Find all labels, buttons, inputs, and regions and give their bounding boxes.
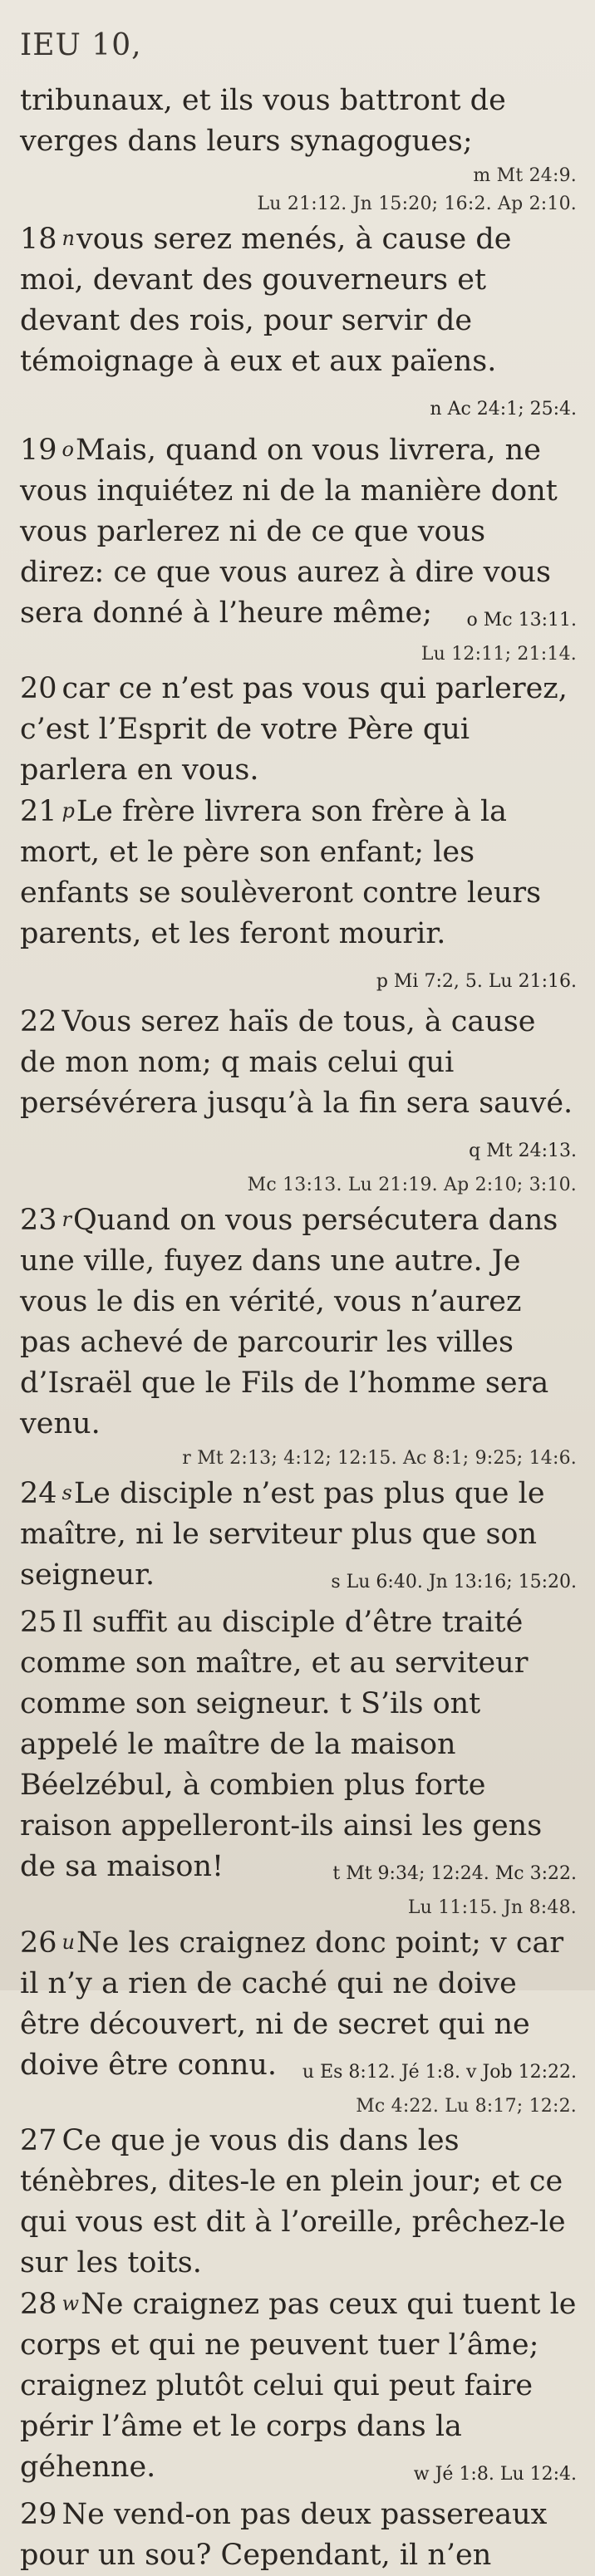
verse-22	[20, 1002, 577, 1171]
verse-number: 27	[20, 2124, 57, 2157]
verse-number: 20	[20, 672, 57, 705]
verse-number: 21	[20, 795, 57, 828]
footnote-marker: n	[61, 227, 76, 250]
verse-text: vous serez menés, à cause de moi, devant des gouverneurs et devant des rois, pour servir de témoignage à eux et aux païens.	[20, 223, 512, 378]
verse-text: Il suffit au disciple d’être traité comme son maître, et au serviteur comme son seigneur. t S’ils ont appelé le maître de la maison Béelzébul, à combien plus forte raison appelleront-ils ainsi les gens de sa maison!	[20, 1606, 543, 1883]
verse-21	[20, 791, 577, 1002]
cross-reference: s Lu 6:40. Jn 13:16; 15:20.	[331, 1572, 577, 1592]
footnote-marker: o	[61, 438, 74, 461]
verse-text: Mais, quand on vous livrera, ne vous inquiétez ni de la manière dont vous parlerez ni de ce que vous direz: ce que vous aurez à dire vous sera donné à l’heure même;	[20, 434, 558, 630]
cross-reference: Mc 13:13. Lu 21:19. Ap 2:10; 3:10.	[247, 1175, 577, 1195]
verse-number: 19	[20, 434, 57, 467]
footnote-marker: r	[61, 1208, 72, 1231]
cross-reference: o Mc 13:11.	[466, 610, 577, 631]
verse-text: Ce que je vous dis dans les ténèbres, dites-le en plein jour; et ce qui vous est dit à l’oreille, prêchez-le sur les toits.	[20, 2124, 566, 2279]
verse-text: Ne craignez pas ceux qui tuent le corps et qui ne peuvent tuer l’âme; craignez plutôt celui qui peut faire périr l’âme et le corps dans la géhenne.	[20, 2288, 577, 2484]
verse-text: Ne vend-on pas deux passereaux pour un sou? Cependant, il n’en	[20, 2498, 548, 2572]
verse-24	[20, 1473, 577, 1602]
cross-reference: u Es 8:12. Jé 1:8. v Job 12:22.	[302, 2062, 577, 2083]
cross-reference: w Jé 1:8. Lu 12:4.	[413, 2464, 577, 2485]
cross-reference: r Mt 2:13; 4:12; 12:15. Ac 8:1; 9:25; 14:6.	[182, 1448, 577, 1469]
verse-20	[20, 669, 577, 791]
cross-reference: Lu 12:11; 21:14.	[420, 644, 577, 665]
verse-26	[20, 1922, 577, 2093]
verse-text: Le frère livrera son frère à la mort, et le père son enfant; les enfants se soulèveront contre leurs parents, et les feront mourir.	[20, 795, 542, 950]
footnote-marker: p	[61, 799, 75, 822]
verse-29	[20, 2495, 577, 2576]
cross-reference: p Mi 7:2, 5. Lu 21:16.	[376, 971, 577, 992]
verse-23	[20, 1200, 577, 1445]
cross-reference: m Mt 24:9.	[473, 165, 577, 186]
verse-text: tribunaux, et ils vous battront de verges dans leurs synagogues;	[20, 84, 506, 158]
footnote-marker: u	[61, 1931, 76, 1954]
verse-number: 29	[20, 2498, 57, 2531]
cross-reference: t Mt 9:34; 12:24. Mc 3:22.	[332, 1863, 577, 1884]
verse-text: Quand on vous persécutera dans une ville, fuyez dans une autre. Je vous le dis en vérité, vous n’aurez pas achevé de parcourir les villes d’Israël que le Fils de l’homme sera venu.	[20, 1204, 558, 1440]
cross-reference: Lu 21:12. Jn 15:20; 16:2. Ap 2:10.	[257, 194, 577, 214]
verse-25	[20, 1602, 577, 1894]
cross-reference: n Ac 24:1; 25:4.	[430, 399, 577, 420]
verse-28	[20, 2284, 577, 2495]
verse-27	[20, 2121, 577, 2284]
verse-number: 26	[20, 1926, 57, 1960]
footnote-marker: w	[61, 2292, 80, 2315]
verse-continuation	[20, 81, 577, 162]
cross-reference: q Mt 24:13.	[469, 1141, 577, 1161]
cross-reference: Lu 11:15. Jn 8:48.	[407, 1897, 577, 1918]
verse-number: 22	[20, 1005, 57, 1038]
verse-number: 25	[20, 1606, 57, 1639]
verse-number: 28	[20, 2288, 57, 2321]
cross-reference: Mc 4:22. Lu 8:17; 12:2.	[356, 2096, 577, 2117]
verse-text: Ne les craignez donc point; v car il n’y a rien de caché qui ne doive être découvert, ni de secret qui ne doive être connu.	[20, 1926, 564, 2082]
verse-number: 18	[20, 223, 57, 256]
footnote-marker: s	[61, 1481, 72, 1504]
verse-19	[20, 429, 577, 640]
verse-18	[20, 218, 577, 429]
page-content	[20, 81, 577, 2576]
verse-text: car ce n’est pas vous qui parlerez, c’est l’Esprit de votre Père qui parlera en vous.	[20, 672, 568, 787]
page-header: IEU 10,	[20, 28, 142, 62]
verse-text: Le disciple n’est pas plus que le maître, ni le serviteur plus que son seigneur.	[20, 1477, 545, 1592]
verse-number: 24	[20, 1477, 57, 1510]
verse-number: 23	[20, 1204, 57, 1237]
verse-text: Vous serez haïs de tous, à cause de mon nom; q mais celui qui persévérera jusqu’à la fin sera sauvé.	[20, 1005, 573, 1120]
